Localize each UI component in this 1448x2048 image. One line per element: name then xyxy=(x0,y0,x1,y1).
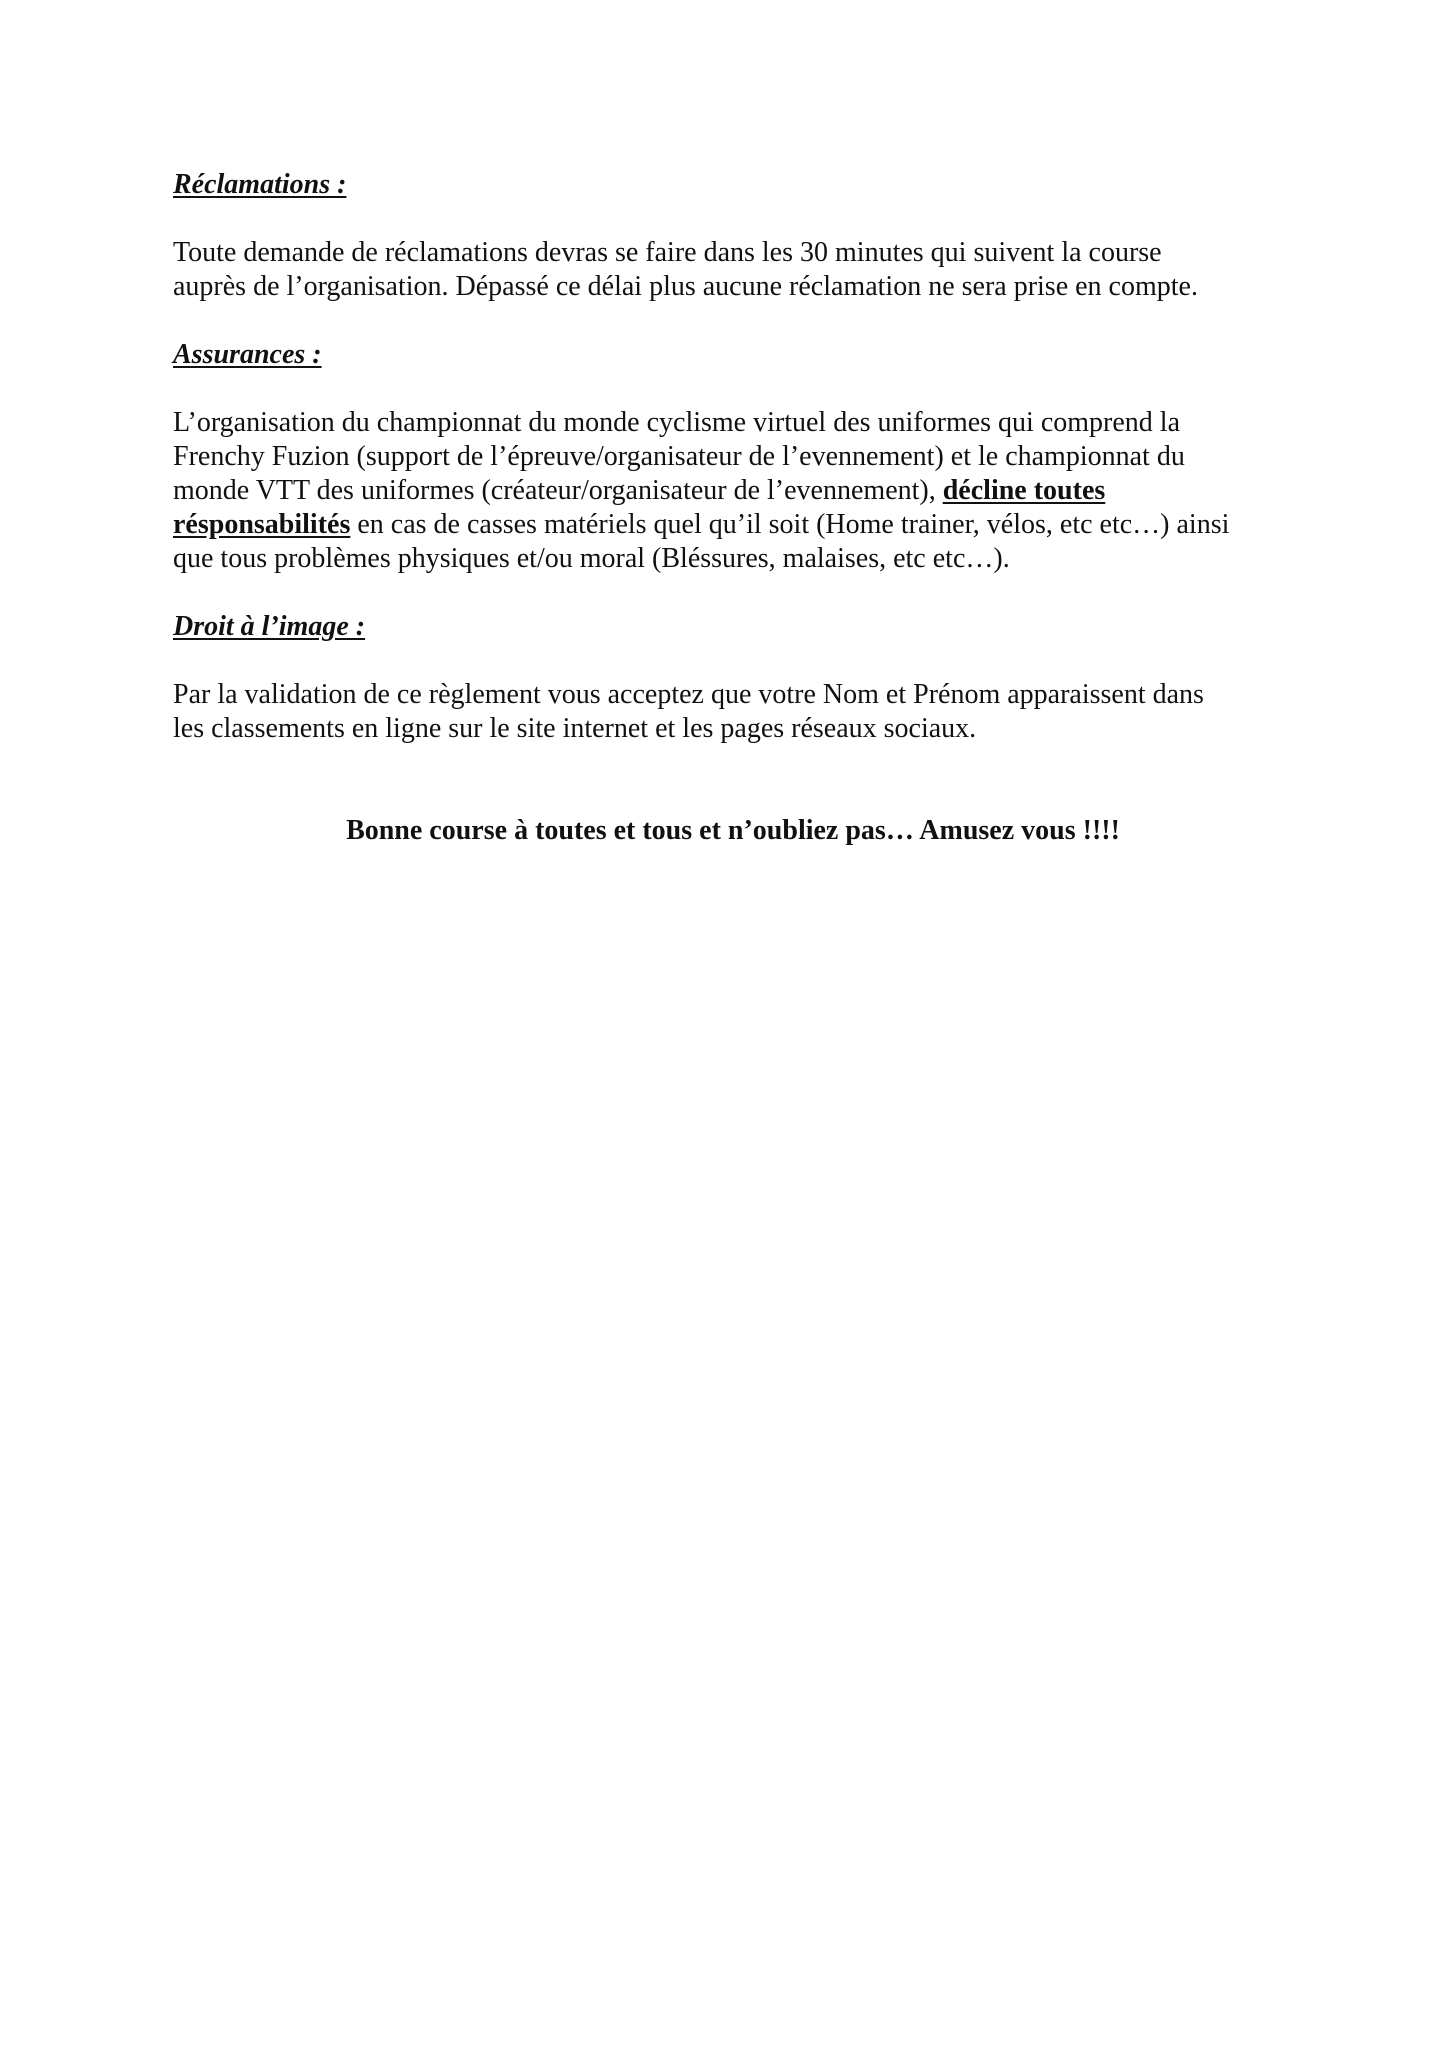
heading-assurances: Assurances : xyxy=(173,339,322,370)
document-content xyxy=(173,168,1293,848)
reclamations-line-1: Toute demande de réclamations devras se faire dans les 30 minutes qui suivent la course xyxy=(173,237,1162,268)
closing-message: Bonne course à toutes et tous et n’oubliez pas… Amusez vous !!!! xyxy=(346,815,1120,846)
assurances-line-3 xyxy=(173,474,1293,508)
droit-image-line-1: Par la validation de ce règlement vous acceptez que votre Nom et Prénom apparaissent dans xyxy=(173,679,1204,710)
section-reclamations xyxy=(173,168,1293,304)
reclamations-line-2: auprès de l’organisation. Dépassé ce délai plus aucune réclamation ne sera prise en compte. xyxy=(173,271,1198,302)
heading-droit-image: Droit à l’image : xyxy=(173,611,366,642)
assurances-line-2: Frenchy Fuzion (support de l’épreuve/organisateur de l’evennement) et le championnat du xyxy=(173,441,1185,472)
section-assurances xyxy=(173,338,1293,576)
section-droit-image xyxy=(173,610,1293,746)
droit-image-line-2: les classements en ligne sur le site internet et les pages réseaux sociaux. xyxy=(173,713,977,744)
heading-reclamations: Réclamations : xyxy=(173,169,347,200)
assurances-line-4-text: en cas de casses matériels quel qu’il soit (Home trainer, vélos, etc etc…) ainsi xyxy=(350,509,1230,540)
assurances-line-5: que tous problèmes physiques et/ou moral (Bléssures, malaises, etc etc…). xyxy=(173,543,1010,574)
disclaimer-emphasis-2: résponsabilités xyxy=(173,509,351,540)
assurances-line-4 xyxy=(173,508,1293,542)
disclaimer-emphasis-1: décline toutes xyxy=(942,475,1106,506)
assurances-line-1: L’organisation du championnat du monde cyclisme virtuel des uniformes qui comprend la xyxy=(173,407,1181,438)
assurances-line-3-text: monde VTT des uniformes (créateur/organisateur de l’evennement), xyxy=(173,475,943,506)
